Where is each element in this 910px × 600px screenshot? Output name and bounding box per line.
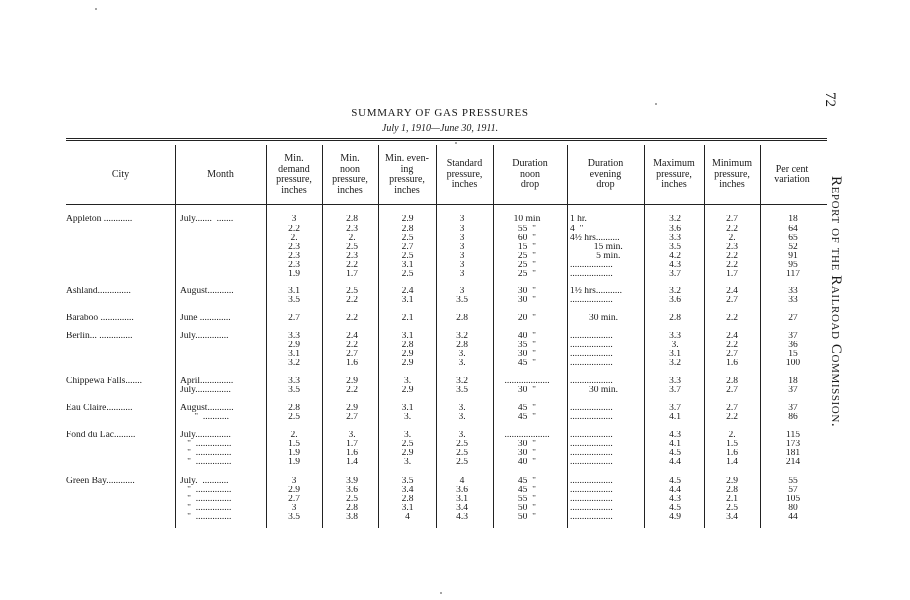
- row-maximum: 4.3: [669, 431, 681, 440]
- row-month: July...............: [180, 386, 231, 395]
- row-demand: 3.1: [288, 287, 300, 296]
- row-month: July...............: [180, 431, 231, 440]
- row-duration-noon: 25 ": [517, 270, 537, 279]
- row-percent: 86: [788, 413, 798, 422]
- row-standard: 2.5: [456, 440, 468, 449]
- row-maximum: 3.3: [669, 332, 681, 341]
- row-duration-noon: 50 ": [517, 504, 537, 513]
- row-evening: 2.8: [401, 225, 414, 234]
- row-duration-noon: ...................: [504, 431, 550, 440]
- row-minimum: 2.2: [726, 341, 738, 350]
- row-percent: 181: [785, 449, 801, 458]
- row-noon: 2.4: [346, 332, 358, 341]
- row-minimum: 1.6: [726, 449, 738, 458]
- row-percent: 214: [785, 458, 801, 467]
- row-noon: 2.9: [346, 404, 358, 413]
- row-percent: 37: [788, 404, 798, 413]
- row-standard: 3.: [458, 350, 466, 359]
- row-noon: 3.6: [346, 486, 358, 495]
- row-evening: 2.9: [401, 215, 414, 224]
- row-maximum: 3.3: [669, 234, 681, 243]
- row-noon: 1.7: [346, 440, 358, 449]
- row-percent: 115: [786, 431, 800, 440]
- row-minimum: 2.8: [726, 377, 738, 386]
- row-demand: 1.9: [288, 270, 300, 279]
- row-percent: 36: [788, 341, 798, 350]
- row-evening: 2.5: [401, 234, 414, 243]
- row-standard: 3.2: [456, 332, 468, 341]
- header-maximum: Maximum pressure, inches: [653, 158, 695, 191]
- row-duration-evening: 15 min.: [570, 243, 623, 252]
- row-duration-evening: ..................: [570, 486, 613, 495]
- row-demand: 2.2: [288, 225, 300, 234]
- row-month: July. ...........: [180, 477, 229, 486]
- row-city: Appleton ............: [66, 215, 133, 224]
- row-maximum: 4.4: [669, 486, 681, 495]
- row-minimum: 1.4: [726, 458, 738, 467]
- row-minimum: 2.2: [726, 261, 738, 270]
- row-noon: 2.5: [346, 495, 358, 504]
- row-noon: 1.6: [346, 359, 358, 368]
- row-noon: 2.7: [346, 350, 358, 359]
- header-minimum: Minimum pressure, inches: [711, 158, 752, 191]
- row-maximum: 3.1: [669, 350, 681, 359]
- row-duration-evening: ..................: [570, 413, 613, 422]
- row-noon: 2.9: [346, 377, 358, 386]
- row-demand: 2.9: [288, 341, 300, 350]
- row-maximum: 3.6: [669, 225, 681, 234]
- row-demand: 3.3: [288, 377, 300, 386]
- row-duration-noon: 30 ": [517, 350, 537, 359]
- row-maximum: 3.5: [669, 243, 681, 252]
- row-evening: 3.1: [401, 296, 414, 305]
- row-percent: 64: [788, 225, 798, 234]
- row-evening: 2.1: [401, 314, 414, 323]
- row-standard: 3: [459, 261, 465, 270]
- row-minimum: 2.8: [726, 486, 738, 495]
- header-city: City: [111, 168, 130, 180]
- row-month: " ...............: [180, 486, 232, 495]
- row-duration-evening: ..................: [570, 270, 613, 279]
- row-month: August...........: [180, 404, 234, 413]
- row-maximum: 3.2: [669, 215, 681, 224]
- row-minimum: 2.7: [726, 350, 738, 359]
- header-percent: Per cent variation: [774, 163, 810, 185]
- row-demand: 3: [291, 504, 297, 513]
- row-demand: 3.3: [288, 332, 300, 341]
- row-standard: 3: [459, 243, 465, 252]
- row-standard: 3: [459, 225, 465, 234]
- row-evening: 2.7: [401, 243, 414, 252]
- row-duration-noon: 30 ": [517, 449, 537, 458]
- row-minimum: 2.5: [726, 504, 738, 513]
- row-noon: 3.8: [346, 513, 358, 522]
- row-city: Berlin... ..............: [66, 332, 133, 341]
- row-percent: 100: [785, 359, 801, 368]
- row-standard: 3.6: [456, 486, 468, 495]
- row-percent: 57: [788, 486, 798, 495]
- table-row: [0, 296, 910, 306]
- row-duration-noon: 40 ": [517, 332, 537, 341]
- row-minimum: 2.4: [726, 287, 738, 296]
- page-subtitle: July 1, 1910—June 30, 1911.: [381, 123, 499, 134]
- row-demand: 1.9: [288, 458, 300, 467]
- row-duration-noon: 20 ": [517, 314, 537, 323]
- row-evening: 3.5: [401, 477, 414, 486]
- row-month: " ...............: [180, 495, 232, 504]
- row-maximum: 4.5: [669, 477, 681, 486]
- row-percent: 95: [788, 261, 798, 270]
- row-standard: 3.1: [456, 495, 468, 504]
- row-demand: 3.2: [288, 359, 300, 368]
- table-row: [0, 359, 910, 369]
- row-percent: 27: [788, 314, 798, 323]
- row-month: " ...............: [180, 458, 232, 467]
- row-duration-noon: 45 ": [517, 413, 537, 422]
- row-evening: 3.: [403, 458, 412, 467]
- row-evening: 2.8: [401, 495, 414, 504]
- row-demand: 3.5: [288, 296, 300, 305]
- row-duration-evening: ..................: [570, 449, 613, 458]
- row-percent: 105: [785, 495, 801, 504]
- row-duration-noon: 45 ": [517, 404, 537, 413]
- row-demand: 3.5: [288, 386, 300, 395]
- row-duration-evening: ..................: [570, 341, 613, 350]
- speck: [455, 142, 457, 144]
- row-standard: 3.: [458, 404, 466, 413]
- row-maximum: 4.9: [669, 513, 681, 522]
- header-demand: Min. demand pressure, inches: [276, 153, 312, 196]
- table-row: [0, 215, 910, 225]
- row-minimum: 2.2: [726, 252, 738, 261]
- row-noon: 1.7: [346, 270, 358, 279]
- row-duration-noon: 55 ": [517, 225, 537, 234]
- row-duration-evening: 30 min.: [570, 386, 619, 395]
- row-standard: 3.: [458, 413, 466, 422]
- row-maximum: 3.: [671, 341, 679, 350]
- row-duration-noon: 40 ": [517, 458, 537, 467]
- row-maximum: 3.3: [669, 377, 681, 386]
- row-duration-noon: 10 min: [513, 215, 541, 224]
- row-evening: 3.1: [401, 332, 414, 341]
- row-percent: 52: [788, 243, 798, 252]
- row-maximum: 3.6: [669, 296, 681, 305]
- row-duration-evening: ..................: [570, 296, 613, 305]
- row-percent: 55: [788, 477, 798, 486]
- row-duration-evening: ..................: [570, 458, 613, 467]
- row-percent: 33: [788, 296, 798, 305]
- row-duration-evening: 5 min.: [570, 252, 621, 261]
- row-maximum: 4.5: [669, 449, 681, 458]
- row-duration-noon: 45 ": [517, 486, 537, 495]
- table-row: [0, 314, 910, 324]
- table-row: [0, 458, 910, 468]
- row-duration-noon: 30 ": [517, 386, 537, 395]
- header-evening: Min. even- ing pressure, inches: [385, 153, 429, 196]
- row-minimum: 2.4: [726, 332, 738, 341]
- table-row: [0, 386, 910, 396]
- row-standard: 4: [459, 477, 465, 486]
- row-percent: 80: [788, 504, 798, 513]
- row-month: August...........: [180, 287, 234, 296]
- row-maximum: 3.7: [669, 386, 681, 395]
- row-standard: 2.8: [456, 314, 468, 323]
- header-noon: Min. noon pressure, inches: [332, 153, 368, 196]
- row-duration-noon: 45 ": [517, 359, 537, 368]
- row-minimum: 2.7: [726, 296, 738, 305]
- header-standard: Standard pressure, inches: [446, 158, 483, 191]
- row-maximum: 3.7: [669, 270, 681, 279]
- row-maximum: 2.8: [669, 314, 681, 323]
- row-minimum: 1.7: [726, 270, 738, 279]
- row-demand: 3: [291, 477, 297, 486]
- row-noon: 2.8: [346, 504, 358, 513]
- row-minimum: 2.7: [726, 404, 738, 413]
- row-standard: 2.5: [456, 458, 468, 467]
- row-percent: 18: [788, 377, 798, 386]
- row-evening: 2.5: [401, 440, 414, 449]
- row-maximum: 3.2: [669, 359, 681, 368]
- row-city: Baraboo ..............: [66, 314, 134, 323]
- row-minimum: 1.5: [726, 440, 738, 449]
- row-duration-evening: ..................: [570, 404, 613, 413]
- header-duration-noon: Duration noon drop: [512, 158, 548, 191]
- row-evening: 2.8: [401, 341, 414, 350]
- row-noon: 2.7: [346, 413, 358, 422]
- row-noon: 2.5: [346, 287, 358, 296]
- running-header: Report of the Railroad Commission.: [828, 176, 844, 428]
- row-duration-evening: ..................: [570, 431, 613, 440]
- row-maximum: 4.4: [669, 458, 681, 467]
- row-standard: 3.5: [456, 386, 468, 395]
- row-duration-noon: 60 ": [517, 234, 537, 243]
- row-noon: 2.2: [346, 261, 358, 270]
- row-noon: 2.2: [346, 314, 358, 323]
- row-evening: 2.9: [401, 449, 414, 458]
- row-percent: 18: [788, 215, 798, 224]
- page-number: 72: [822, 92, 838, 107]
- row-evening: 3.1: [401, 404, 414, 413]
- page-title: SUMMARY OF GAS PRESSURES: [351, 107, 529, 119]
- row-noon: 2.3: [346, 252, 358, 261]
- table-row: [0, 413, 910, 423]
- speck: [440, 592, 442, 594]
- row-maximum: 3.2: [669, 287, 681, 296]
- row-minimum: 2.9: [726, 477, 738, 486]
- row-minimum: 2.1: [726, 495, 738, 504]
- row-duration-noon: 30 ": [517, 287, 537, 296]
- row-evening: 2.4: [401, 287, 414, 296]
- row-month: April..............: [180, 377, 234, 386]
- row-minimum: 2.7: [726, 386, 738, 395]
- row-duration-noon: 35 ": [517, 341, 537, 350]
- row-city: Ashland..............: [66, 287, 131, 296]
- row-standard: 4.3: [456, 513, 468, 522]
- row-maximum: 4.5: [669, 504, 681, 513]
- row-percent: 33: [788, 287, 798, 296]
- row-standard: 2.5: [456, 449, 468, 458]
- row-demand: 1.9: [288, 449, 300, 458]
- row-minimum: 2.: [728, 234, 736, 243]
- row-month: " ...............: [180, 440, 232, 449]
- row-city: Eau Claire...........: [66, 404, 133, 413]
- row-standard: 3: [459, 287, 465, 296]
- row-evening: 2.9: [401, 386, 414, 395]
- row-demand: 2.: [290, 234, 298, 243]
- row-minimum: 2.: [728, 431, 736, 440]
- row-duration-evening: ..................: [570, 504, 613, 513]
- row-maximum: 4.1: [669, 440, 681, 449]
- row-duration-evening: ..................: [570, 440, 613, 449]
- row-minimum: 2.7: [726, 215, 738, 224]
- row-duration-evening: ..................: [570, 359, 613, 368]
- row-duration-evening: 1½ hrs...........: [570, 287, 622, 296]
- speck: [655, 103, 657, 105]
- row-duration-noon: 45 ": [517, 477, 537, 486]
- row-percent: 37: [788, 386, 798, 395]
- row-standard: 3: [459, 215, 465, 224]
- row-evening: 2.9: [401, 359, 414, 368]
- row-maximum: 4.1: [669, 413, 681, 422]
- row-demand: 2.5: [288, 413, 300, 422]
- table-top-rule: [66, 138, 827, 141]
- row-duration-evening: ..................: [570, 513, 613, 522]
- row-standard: 3.: [458, 359, 466, 368]
- row-noon: 3.9: [346, 477, 358, 486]
- row-maximum: 4.2: [669, 252, 681, 261]
- row-duration-evening: 1 hr.: [570, 215, 587, 224]
- row-standard: 3: [459, 252, 465, 261]
- row-minimum: 2.2: [726, 413, 738, 422]
- row-percent: 37: [788, 332, 798, 341]
- row-duration-noon: 30 ": [517, 296, 537, 305]
- row-duration-noon: 25 ": [517, 261, 537, 270]
- row-noon: 2.5: [346, 243, 358, 252]
- row-duration-evening: ..................: [570, 377, 613, 386]
- speck: [95, 8, 97, 10]
- header-bottom-rule: [66, 204, 827, 205]
- row-demand: 2.9: [288, 486, 300, 495]
- table-row: [0, 513, 910, 523]
- row-minimum: 2.2: [726, 225, 738, 234]
- header-duration-evening: Duration evening drop: [587, 158, 624, 191]
- row-city: Green Bay............: [66, 477, 135, 486]
- row-minimum: 2.3: [726, 243, 738, 252]
- row-demand: 3.1: [288, 350, 300, 359]
- row-evening: 3.: [403, 431, 412, 440]
- row-month: " ...............: [180, 504, 232, 513]
- row-maximum: 4.3: [669, 495, 681, 504]
- row-evening: 3.: [403, 413, 412, 422]
- row-standard: 3.: [458, 431, 466, 440]
- row-demand: 2.7: [288, 314, 300, 323]
- row-demand: 2.3: [288, 252, 300, 261]
- row-duration-noon: 30 ": [517, 440, 537, 449]
- row-duration-evening: 4 ": [570, 225, 584, 234]
- row-noon: 3.: [348, 431, 356, 440]
- row-noon: 2.2: [346, 296, 358, 305]
- row-standard: 3: [459, 234, 465, 243]
- row-standard: 3.5: [456, 296, 468, 305]
- row-duration-evening: ..................: [570, 477, 613, 486]
- row-duration-evening: 4½ hrs..........: [570, 234, 620, 243]
- row-noon: 2.2: [346, 386, 358, 395]
- row-city: Fond du Lac.........: [66, 431, 136, 440]
- row-demand: 2.3: [288, 243, 300, 252]
- row-duration-noon: 50 ": [517, 513, 537, 522]
- row-percent: 173: [785, 440, 801, 449]
- row-duration-noon: 25 ": [517, 252, 537, 261]
- row-noon: 1.4: [346, 458, 358, 467]
- row-month: June .............: [180, 314, 231, 323]
- row-standard: 3.4: [456, 504, 468, 513]
- row-noon: 2.2: [346, 341, 358, 350]
- row-noon: 2.: [348, 234, 356, 243]
- row-evening: 2.5: [401, 270, 414, 279]
- row-minimum: 1.6: [726, 359, 738, 368]
- row-evening: 2.9: [401, 350, 414, 359]
- row-duration-evening: ..................: [570, 332, 613, 341]
- row-demand: 3.5: [288, 513, 300, 522]
- table-row: [0, 270, 910, 280]
- row-duration-noon: ...................: [504, 377, 550, 386]
- row-duration-evening: 30 min.: [570, 314, 619, 323]
- row-minimum: 3.4: [726, 513, 738, 522]
- row-standard: 3: [459, 270, 465, 279]
- row-standard: 2.8: [456, 341, 468, 350]
- row-duration-evening: ..................: [570, 261, 613, 270]
- row-demand: 1.5: [288, 440, 300, 449]
- row-percent: 91: [788, 252, 798, 261]
- row-evening: 3.1: [401, 504, 414, 513]
- row-demand: 3: [291, 215, 297, 224]
- row-month: July....... .......: [180, 215, 234, 224]
- row-percent: 44: [788, 513, 798, 522]
- row-evening: 4: [405, 513, 410, 522]
- row-evening: 3.: [403, 377, 412, 386]
- row-noon: 1.6: [346, 449, 358, 458]
- row-duration-evening: ..................: [570, 350, 613, 359]
- header-month: Month: [207, 168, 234, 180]
- row-demand: 2.7: [288, 495, 300, 504]
- row-noon: 2.3: [346, 225, 358, 234]
- row-city: Chippewa Falls.......: [66, 377, 142, 386]
- row-duration-noon: 15 ": [517, 243, 537, 252]
- row-minimum: 2.2: [726, 314, 738, 323]
- row-duration-noon: 55 ": [517, 495, 537, 504]
- row-evening: 2.5: [401, 252, 414, 261]
- row-evening: 3.1: [401, 261, 414, 270]
- row-demand: 2.: [290, 431, 298, 440]
- row-maximum: 3.7: [669, 404, 681, 413]
- row-month: " ...............: [180, 513, 232, 522]
- row-noon: 2.8: [346, 215, 358, 224]
- row-percent: 15: [788, 350, 798, 359]
- row-duration-evening: ..................: [570, 495, 613, 504]
- row-percent: 117: [786, 270, 800, 279]
- row-demand: 2.3: [288, 261, 300, 270]
- row-month: " ...........: [180, 413, 230, 422]
- row-percent: 65: [788, 234, 798, 243]
- row-maximum: 4.3: [669, 261, 681, 270]
- row-evening: 3.4: [401, 486, 414, 495]
- row-month: " ...............: [180, 449, 232, 458]
- row-standard: 3.2: [456, 377, 468, 386]
- row-month: July..............: [180, 332, 229, 341]
- row-demand: 2.8: [288, 404, 300, 413]
